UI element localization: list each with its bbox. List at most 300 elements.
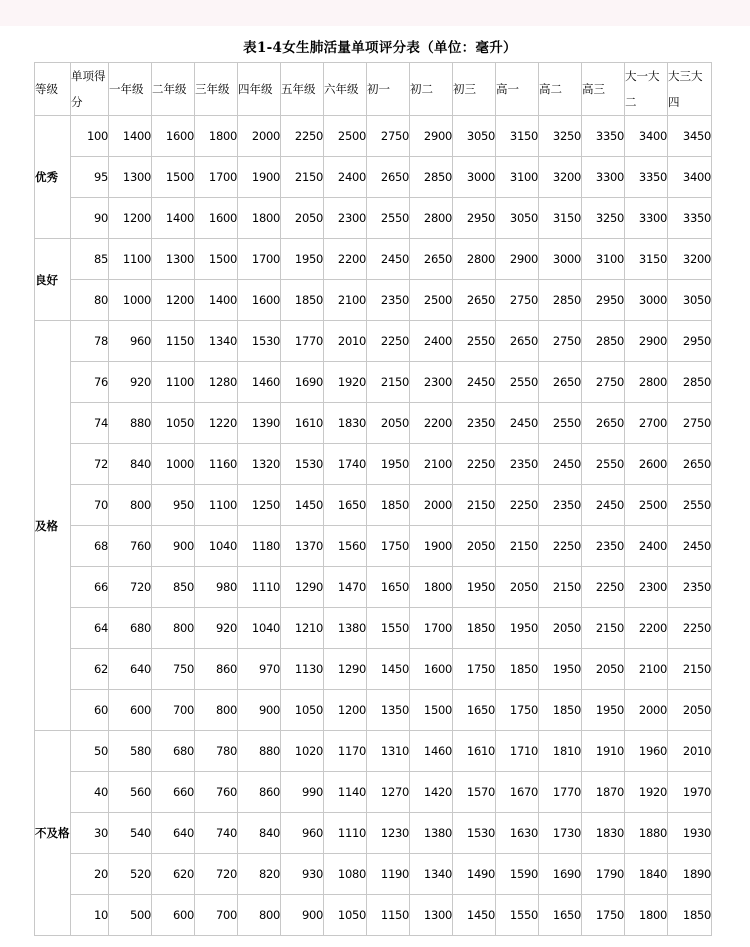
value-cell: 1300: [152, 239, 195, 280]
value-cell: 1600: [238, 280, 281, 321]
value-cell: 2150: [496, 526, 539, 567]
header-cell: 高三: [582, 63, 625, 116]
value-cell: 2250: [582, 567, 625, 608]
value-cell: 2400: [625, 526, 668, 567]
value-cell: 2400: [410, 321, 453, 362]
value-cell: 880: [109, 403, 152, 444]
value-cell: 2100: [324, 280, 367, 321]
value-cell: 1290: [324, 649, 367, 690]
value-cell: 2550: [496, 362, 539, 403]
score-cell: 74: [71, 403, 109, 444]
value-cell: 2850: [582, 321, 625, 362]
value-cell: 1630: [496, 813, 539, 854]
value-cell: 1800: [195, 116, 238, 157]
value-cell: 2750: [367, 116, 410, 157]
value-cell: 1750: [582, 895, 625, 936]
value-cell: 2200: [410, 403, 453, 444]
value-cell: 2550: [367, 198, 410, 239]
score-cell: 80: [71, 280, 109, 321]
value-cell: 2850: [539, 280, 582, 321]
value-cell: 1570: [453, 772, 496, 813]
score-cell: 72: [71, 444, 109, 485]
score-table: [34, 62, 712, 936]
score-cell: 64: [71, 608, 109, 649]
level-cell: 不及格: [35, 731, 71, 936]
value-cell: 1950: [582, 690, 625, 731]
value-cell: 900: [152, 526, 195, 567]
header-cell: 大一大二: [625, 63, 668, 116]
value-cell: 3050: [668, 280, 712, 321]
value-cell: 660: [152, 772, 195, 813]
value-cell: 1790: [582, 854, 625, 895]
value-cell: 1690: [281, 362, 324, 403]
value-cell: 2350: [453, 403, 496, 444]
score-cell: 40: [71, 772, 109, 813]
score-cell: 60: [71, 690, 109, 731]
value-cell: 1380: [410, 813, 453, 854]
score-cell: 70: [71, 485, 109, 526]
value-cell: 1890: [668, 854, 712, 895]
score-cell: 76: [71, 362, 109, 403]
score-cell: 66: [71, 567, 109, 608]
value-cell: 2000: [238, 116, 281, 157]
value-cell: 2600: [625, 444, 668, 485]
value-cell: 1280: [195, 362, 238, 403]
value-cell: 1300: [410, 895, 453, 936]
value-cell: 1150: [367, 895, 410, 936]
value-cell: 780: [195, 731, 238, 772]
value-cell: 740: [195, 813, 238, 854]
value-cell: 3150: [539, 198, 582, 239]
value-cell: 1220: [195, 403, 238, 444]
value-cell: 920: [109, 362, 152, 403]
value-cell: 2750: [668, 403, 712, 444]
value-cell: 3250: [582, 198, 625, 239]
value-cell: 2150: [281, 157, 324, 198]
score-cell: 30: [71, 813, 109, 854]
value-cell: 2500: [410, 280, 453, 321]
header-cell: 三年级: [195, 63, 238, 116]
value-cell: 1400: [195, 280, 238, 321]
value-cell: 2950: [453, 198, 496, 239]
value-cell: 1210: [281, 608, 324, 649]
value-cell: 1100: [195, 485, 238, 526]
value-cell: 700: [195, 895, 238, 936]
value-cell: 850: [152, 567, 195, 608]
value-cell: 2050: [496, 567, 539, 608]
value-cell: 1270: [367, 772, 410, 813]
value-cell: 1530: [238, 321, 281, 362]
value-cell: 2250: [539, 526, 582, 567]
value-cell: 840: [238, 813, 281, 854]
value-cell: 2150: [539, 567, 582, 608]
value-cell: 1160: [195, 444, 238, 485]
value-cell: 2550: [453, 321, 496, 362]
value-cell: 2100: [410, 444, 453, 485]
table-row: [35, 280, 712, 321]
value-cell: 1850: [539, 690, 582, 731]
score-cell: 62: [71, 649, 109, 690]
value-cell: 1290: [281, 567, 324, 608]
table-row: [35, 362, 712, 403]
value-cell: 1600: [410, 649, 453, 690]
value-cell: 1110: [324, 813, 367, 854]
value-cell: 1840: [625, 854, 668, 895]
value-cell: 2300: [625, 567, 668, 608]
value-cell: 1200: [152, 280, 195, 321]
value-cell: 1080: [324, 854, 367, 895]
value-cell: 1750: [367, 526, 410, 567]
value-cell: 2650: [410, 239, 453, 280]
table-title: 表1-4女生肺活量单项评分表（单位：毫升）: [243, 40, 517, 56]
value-cell: 1370: [281, 526, 324, 567]
value-cell: 1450: [453, 895, 496, 936]
score-cell: 85: [71, 239, 109, 280]
value-cell: 1900: [410, 526, 453, 567]
value-cell: 3100: [496, 157, 539, 198]
value-cell: 2900: [410, 116, 453, 157]
value-cell: 1950: [281, 239, 324, 280]
value-cell: 1340: [195, 321, 238, 362]
value-cell: 520: [109, 854, 152, 895]
score-cell: 10: [71, 895, 109, 936]
value-cell: 2750: [582, 362, 625, 403]
value-cell: 1450: [281, 485, 324, 526]
value-cell: 1800: [410, 567, 453, 608]
table-row: [35, 690, 712, 731]
table-row: [35, 485, 712, 526]
value-cell: 990: [281, 772, 324, 813]
value-cell: 3000: [453, 157, 496, 198]
value-cell: 540: [109, 813, 152, 854]
value-cell: 1200: [109, 198, 152, 239]
value-cell: 1350: [367, 690, 410, 731]
value-cell: 3350: [625, 157, 668, 198]
value-cell: 600: [152, 895, 195, 936]
value-cell: 1530: [281, 444, 324, 485]
value-cell: 1420: [410, 772, 453, 813]
header-cell: 初三: [453, 63, 496, 116]
value-cell: 2650: [668, 444, 712, 485]
value-cell: 1130: [281, 649, 324, 690]
value-cell: 700: [152, 690, 195, 731]
value-cell: 1960: [625, 731, 668, 772]
value-cell: 1560: [324, 526, 367, 567]
value-cell: 1650: [367, 567, 410, 608]
value-cell: 1460: [410, 731, 453, 772]
value-cell: 2450: [367, 239, 410, 280]
value-cell: 2000: [410, 485, 453, 526]
value-cell: 960: [109, 321, 152, 362]
value-cell: 1700: [195, 157, 238, 198]
value-cell: 1770: [281, 321, 324, 362]
value-cell: 2800: [625, 362, 668, 403]
value-cell: 840: [109, 444, 152, 485]
value-cell: 1170: [324, 731, 367, 772]
value-cell: 1180: [238, 526, 281, 567]
value-cell: 2850: [668, 362, 712, 403]
header-cell: 初二: [410, 63, 453, 116]
level-cell: 优秀: [35, 116, 71, 239]
score-cell: 20: [71, 854, 109, 895]
value-cell: 2150: [367, 362, 410, 403]
value-cell: 1250: [238, 485, 281, 526]
header-cell: 一年级: [109, 63, 152, 116]
value-cell: 820: [238, 854, 281, 895]
value-cell: 1950: [453, 567, 496, 608]
value-cell: 2300: [324, 198, 367, 239]
value-cell: 1500: [195, 239, 238, 280]
level-cell: 良好: [35, 239, 71, 321]
value-cell: 2650: [539, 362, 582, 403]
value-cell: 680: [152, 731, 195, 772]
value-cell: 2300: [410, 362, 453, 403]
value-cell: 3200: [668, 239, 712, 280]
header-cell: 二年级: [152, 63, 195, 116]
value-cell: 960: [281, 813, 324, 854]
value-cell: 3000: [539, 239, 582, 280]
score-cell: 100: [71, 116, 109, 157]
value-cell: 1110: [238, 567, 281, 608]
value-cell: 1710: [496, 731, 539, 772]
value-cell: 1050: [281, 690, 324, 731]
value-cell: 2250: [281, 116, 324, 157]
value-cell: 2250: [367, 321, 410, 362]
value-cell: 1000: [152, 444, 195, 485]
value-cell: 1310: [367, 731, 410, 772]
value-cell: 3100: [582, 239, 625, 280]
value-cell: 1340: [410, 854, 453, 895]
value-cell: 1320: [238, 444, 281, 485]
value-cell: 1550: [496, 895, 539, 936]
value-cell: 2350: [367, 280, 410, 321]
value-cell: 800: [195, 690, 238, 731]
value-cell: 2010: [668, 731, 712, 772]
table-row: [35, 116, 712, 157]
value-cell: 2150: [582, 608, 625, 649]
value-cell: 2900: [625, 321, 668, 362]
value-cell: 2650: [453, 280, 496, 321]
value-cell: 2800: [453, 239, 496, 280]
value-cell: 3250: [539, 116, 582, 157]
value-cell: 2500: [324, 116, 367, 157]
value-cell: 1200: [324, 690, 367, 731]
value-cell: 1830: [582, 813, 625, 854]
value-cell: 860: [238, 772, 281, 813]
value-cell: 2550: [539, 403, 582, 444]
value-cell: 2750: [496, 280, 539, 321]
value-cell: 1500: [152, 157, 195, 198]
value-cell: 1800: [238, 198, 281, 239]
value-cell: 1650: [453, 690, 496, 731]
score-cell: 78: [71, 321, 109, 362]
value-cell: 1870: [582, 772, 625, 813]
value-cell: 3400: [668, 157, 712, 198]
value-cell: 580: [109, 731, 152, 772]
value-cell: 2350: [496, 444, 539, 485]
value-cell: 2050: [668, 690, 712, 731]
value-cell: 880: [238, 731, 281, 772]
value-cell: 1390: [238, 403, 281, 444]
value-cell: 3050: [453, 116, 496, 157]
value-cell: 1590: [496, 854, 539, 895]
value-cell: 1850: [367, 485, 410, 526]
value-cell: 720: [109, 567, 152, 608]
value-cell: 2050: [539, 608, 582, 649]
value-cell: 2550: [582, 444, 625, 485]
value-cell: 1970: [668, 772, 712, 813]
table-row: [35, 239, 712, 280]
value-cell: 1190: [367, 854, 410, 895]
value-cell: 2450: [453, 362, 496, 403]
table-row: [35, 649, 712, 690]
value-cell: 2050: [582, 649, 625, 690]
score-cell: 95: [71, 157, 109, 198]
value-cell: 2450: [668, 526, 712, 567]
value-cell: 900: [281, 895, 324, 936]
value-cell: 3350: [668, 198, 712, 239]
value-cell: 500: [109, 895, 152, 936]
value-cell: 1750: [496, 690, 539, 731]
value-cell: 1150: [152, 321, 195, 362]
value-cell: 2650: [496, 321, 539, 362]
value-cell: 2050: [367, 403, 410, 444]
value-cell: 900: [238, 690, 281, 731]
value-cell: 1400: [152, 198, 195, 239]
value-cell: 1400: [109, 116, 152, 157]
value-cell: 1450: [367, 649, 410, 690]
value-cell: 1000: [109, 280, 152, 321]
value-cell: 1740: [324, 444, 367, 485]
value-cell: 680: [109, 608, 152, 649]
value-cell: 2550: [668, 485, 712, 526]
value-cell: 1600: [152, 116, 195, 157]
value-cell: 2900: [496, 239, 539, 280]
value-cell: 1530: [453, 813, 496, 854]
table-row: [35, 567, 712, 608]
value-cell: 2250: [668, 608, 712, 649]
value-cell: 2850: [410, 157, 453, 198]
value-cell: 760: [109, 526, 152, 567]
value-cell: 1380: [324, 608, 367, 649]
value-cell: 2250: [453, 444, 496, 485]
value-cell: 1140: [324, 772, 367, 813]
value-cell: 2800: [410, 198, 453, 239]
level-cell: 及格: [35, 321, 71, 731]
value-cell: 3350: [582, 116, 625, 157]
value-cell: 1900: [238, 157, 281, 198]
value-cell: 1040: [238, 608, 281, 649]
value-cell: 1850: [496, 649, 539, 690]
value-cell: 2650: [582, 403, 625, 444]
value-cell: 2050: [281, 198, 324, 239]
value-cell: 750: [152, 649, 195, 690]
value-cell: 3450: [668, 116, 712, 157]
value-cell: 3050: [496, 198, 539, 239]
value-cell: 1550: [367, 608, 410, 649]
value-cell: 800: [109, 485, 152, 526]
value-cell: 2000: [625, 690, 668, 731]
value-cell: 2750: [539, 321, 582, 362]
value-cell: 1920: [324, 362, 367, 403]
value-cell: 1730: [539, 813, 582, 854]
value-cell: 1040: [195, 526, 238, 567]
table-row: [35, 813, 712, 854]
table-row: [35, 157, 712, 198]
value-cell: 1810: [539, 731, 582, 772]
value-cell: 2350: [582, 526, 625, 567]
value-cell: 1700: [238, 239, 281, 280]
value-cell: 2150: [453, 485, 496, 526]
table-row: [35, 321, 712, 362]
value-cell: 1650: [539, 895, 582, 936]
value-cell: 1100: [109, 239, 152, 280]
header-cell: 高一: [496, 63, 539, 116]
header-cell: 五年级: [281, 63, 324, 116]
value-cell: 1230: [367, 813, 410, 854]
value-cell: 2400: [324, 157, 367, 198]
header-cell: 六年级: [324, 63, 367, 116]
value-cell: 2950: [668, 321, 712, 362]
header-cell: 四年级: [238, 63, 281, 116]
value-cell: 2200: [324, 239, 367, 280]
value-cell: 1610: [453, 731, 496, 772]
value-cell: 2450: [582, 485, 625, 526]
table-row: [35, 198, 712, 239]
value-cell: 2350: [539, 485, 582, 526]
value-cell: 1600: [195, 198, 238, 239]
value-cell: 920: [195, 608, 238, 649]
value-cell: 2150: [668, 649, 712, 690]
value-cell: 1050: [324, 895, 367, 936]
table-row: [35, 444, 712, 485]
value-cell: 1830: [324, 403, 367, 444]
value-cell: 950: [152, 485, 195, 526]
value-cell: 1050: [152, 403, 195, 444]
value-cell: 3400: [625, 116, 668, 157]
table-row: [35, 854, 712, 895]
value-cell: 2350: [668, 567, 712, 608]
score-cell: 50: [71, 731, 109, 772]
value-cell: 600: [109, 690, 152, 731]
value-cell: 3000: [625, 280, 668, 321]
score-cell: 90: [71, 198, 109, 239]
value-cell: 1650: [324, 485, 367, 526]
value-cell: 800: [238, 895, 281, 936]
value-cell: 970: [238, 649, 281, 690]
value-cell: 3300: [625, 198, 668, 239]
value-cell: 2250: [496, 485, 539, 526]
top-bar: [0, 0, 750, 26]
value-cell: 1610: [281, 403, 324, 444]
value-cell: 980: [195, 567, 238, 608]
value-cell: 1670: [496, 772, 539, 813]
value-cell: 2050: [453, 526, 496, 567]
value-cell: 1950: [539, 649, 582, 690]
value-cell: 1850: [668, 895, 712, 936]
value-cell: 3150: [496, 116, 539, 157]
value-cell: 2450: [496, 403, 539, 444]
value-cell: 2700: [625, 403, 668, 444]
header-cell: 高二: [539, 63, 582, 116]
value-cell: 1490: [453, 854, 496, 895]
value-cell: 1750: [453, 649, 496, 690]
table-row: [35, 608, 712, 649]
header-cell: 单项得分: [71, 63, 109, 116]
value-cell: 1850: [281, 280, 324, 321]
value-cell: 930: [281, 854, 324, 895]
header-cell: 大三大四: [668, 63, 712, 116]
